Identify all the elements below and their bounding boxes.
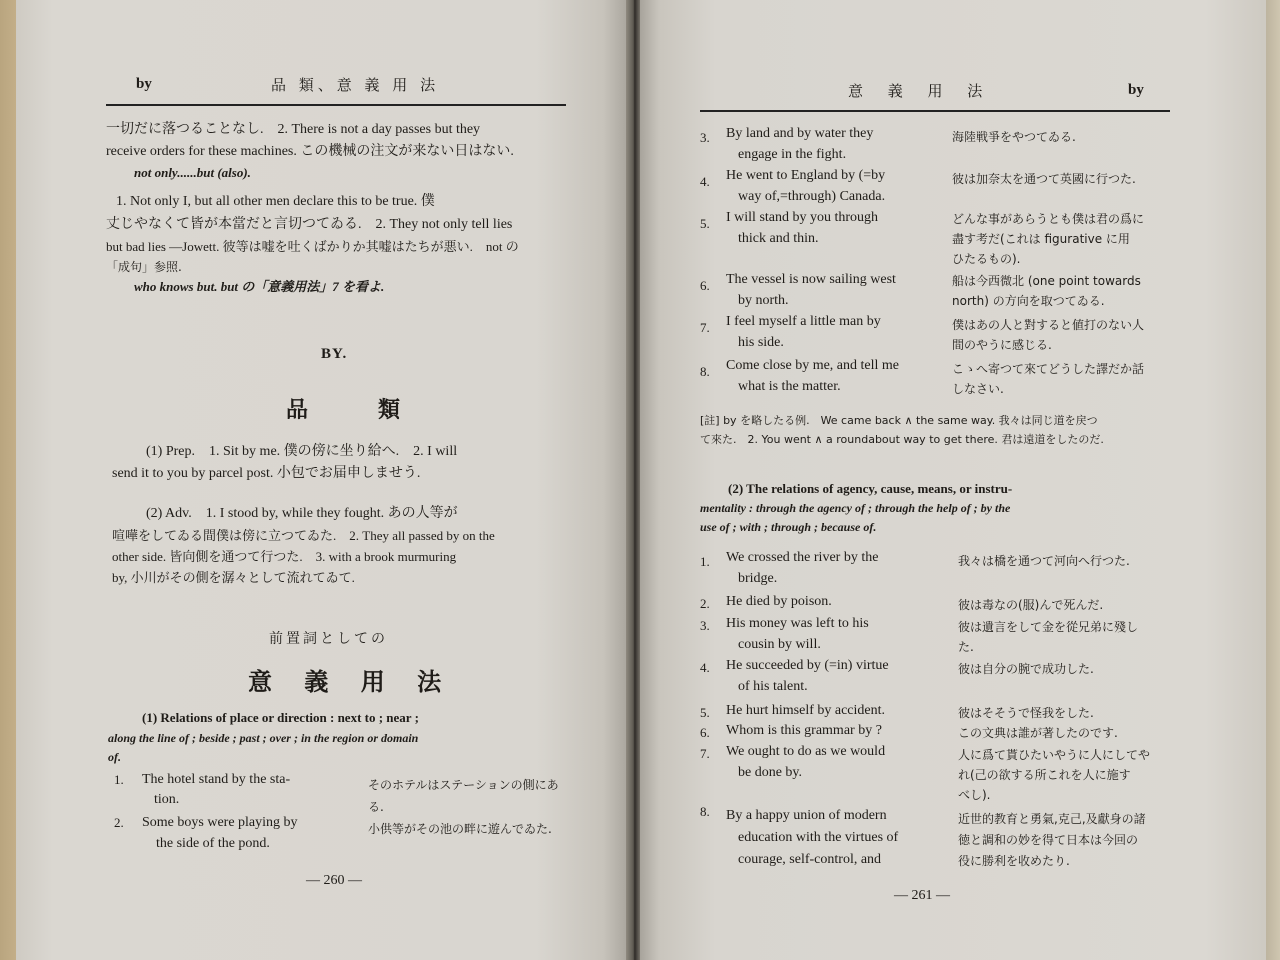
example-number: 7. [700, 746, 710, 761]
running-head-en: by [136, 76, 152, 92]
running-head-en: by [1128, 82, 1144, 98]
adv-line: (2) Adv. 1. I stood by, while they fought. あの人等が [146, 506, 458, 521]
example-en: Some boys were playing by [142, 815, 298, 830]
text-line: 丈じやなくて皆が本當だと言切つてゐる. 2. They not only tell lies [106, 217, 513, 232]
prep-line: send it to you by parcel post. 小包でお届申しませう. [112, 466, 421, 481]
example-en: Whom is this grammar by ? [726, 723, 882, 738]
example-number: 1. [700, 554, 710, 569]
example-jp: どんな事があらうとも僕は君の爲に [952, 212, 1145, 226]
example-jp: た. [958, 640, 974, 654]
example-number: 4. [700, 660, 710, 675]
relation-line: along the line of ; beside ; past ; over ; in the region or domain [108, 731, 419, 745]
example-jp: しなさい. [952, 382, 1004, 396]
example-en: We crossed the river by the [726, 550, 879, 565]
example-en: thick and thin. [738, 231, 819, 246]
example-en: He went to England by (=by [726, 168, 886, 183]
example-jp: れ(己の欲する所これを人に施す [958, 768, 1131, 782]
sub-heading-small: 前置詞としての [269, 631, 388, 647]
head-rule [106, 104, 566, 106]
example-en: the side of the pond. [156, 836, 270, 851]
example-en: be done by. [738, 765, 803, 780]
example-en: by north. [738, 293, 789, 308]
text-line: 一切だに落つることなし. 2. There is not a day passes but they [106, 122, 481, 137]
adv-line: 喧嘩をしてゐる間僕は傍に立つてゐた. 2. They all passed by on the [112, 528, 495, 543]
example-jp: 小供等がその池の畔に遊んでゐた. [368, 822, 552, 836]
head-rule [700, 110, 1170, 112]
example-number: 7. [700, 320, 710, 335]
folio: — 260 — [306, 873, 362, 888]
relation-line: of. [108, 750, 121, 764]
left-page [16, 0, 628, 960]
example-number: 6. [700, 278, 710, 293]
example-number: 3. [700, 618, 710, 633]
example-jp: ひたるもの). [952, 252, 1021, 266]
text-line: 「成句」参照. [106, 260, 182, 274]
prep-line: (1) Prep. 1. Sit by me. 僕の傍に坐り給へ. 2. I will [146, 444, 458, 459]
note-line: [註] by を略したる例. We came back ∧ the same way. 我々は同じ道を戻つ [700, 414, 1098, 427]
example-jp: この文典は誰が著したのです. [958, 726, 1118, 740]
example-en: education with the virtues of [738, 830, 899, 845]
example-en: bridge. [738, 571, 778, 586]
adv-line: by, 小川がその側を潺々として流れてゐて. [112, 570, 355, 585]
example-number: 5. [700, 216, 710, 231]
example-number: 5. [700, 705, 710, 720]
example-en: his side. [738, 335, 784, 350]
example-number: 3. [700, 130, 710, 145]
example-jp: 徳と調和の妙を得て日本は今回の [958, 833, 1139, 847]
example-jp: 盡す考だ(これは figurative に用 [952, 232, 1130, 246]
text-line: 1. Not only I, but all other men declare this to be true. 僕 [116, 194, 435, 209]
example-jp: 彼は加奈太を通つて英國に行つた. [952, 172, 1136, 186]
example-en: He hurt himself by accident. [726, 703, 886, 718]
book-edge [1266, 0, 1280, 960]
text-line: who knows but. but の「意義用法」7 を看よ. [134, 279, 385, 294]
example-jp: 人に爲て貰ひたいやうに人にしてや [958, 748, 1151, 762]
example-en: tion. [154, 792, 180, 807]
example-jp: 海陸戦爭をやつてゐる. [952, 130, 1076, 144]
example-jp: 彼はそそうで怪我をした. [958, 706, 1094, 720]
example-en: By a happy union of modern [726, 808, 887, 823]
example-en: engage in the fight. [738, 147, 847, 162]
text-line: but bad lies —Jowett. 彼等は嘘を吐くばかりか其嘘はたちが悪い. not の [106, 239, 519, 254]
right-page [640, 0, 1268, 960]
running-head-jp: 意 義 用 法 [848, 82, 993, 100]
example-jp: north) の方向を取つてゐる. [952, 294, 1105, 308]
example-en: of his talent. [738, 679, 808, 694]
example-jp: こゝへ寄つて來てどうした譯だか話 [952, 362, 1145, 376]
relation-line: use of ; with ; through ; because of. [700, 520, 877, 534]
example-number: 6. [700, 725, 710, 740]
example-number: 4. [700, 174, 710, 189]
example-number: 2. [114, 815, 124, 830]
example-jp: 役に勝利を收めたり. [958, 854, 1070, 868]
example-en: By land and by water they [726, 126, 874, 141]
text-line: receive orders for these machines. この機械の注文が来ない日はない. [106, 144, 514, 159]
adv-line: other side. 皆向側を通つて行つた. 3. with a brook murmuring [112, 549, 457, 564]
example-jp: る. [368, 800, 384, 814]
running-head-jp: 品 類、意 義 用 法 [271, 76, 440, 94]
example-en: The vessel is now sailing west [726, 272, 896, 287]
example-en: Come close by me, and tell me [726, 358, 900, 373]
example-en: We ought to do as we would [726, 744, 886, 759]
example-jp: 彼は毒なの(服)んで死んだ. [958, 598, 1104, 612]
category-heading: 品 類 [286, 398, 425, 423]
example-number: 8. [700, 804, 710, 819]
example-number: 1. [114, 772, 124, 787]
example-en: what is the matter. [738, 379, 841, 394]
example-jp: そのホテルはステーションの側にあ [368, 778, 559, 792]
example-jp: 僕はあの人と對すると値打のない人 [952, 318, 1145, 332]
example-number: 8. [700, 364, 710, 379]
example-jp: 近世的教育と勇氣,克己,及獻身の諸 [958, 812, 1146, 826]
relation-line: (1) Relations of place or direction : next to ; near ; [142, 710, 419, 725]
example-jp: 船は今西微北 (one point towards [952, 274, 1141, 288]
example-jp: 間のやうに感じる. [952, 338, 1052, 352]
relation-line: (2) The relations of agency, cause, means, or instru- [728, 481, 1013, 496]
example-en: He succeeded by (=in) virtue [726, 658, 889, 673]
example-jp: 我々は橋を通つて河向へ行つた. [958, 554, 1130, 568]
relation-line: mentality : through the agency of ; through the help of ; by the [700, 501, 1011, 515]
example-number: 2. [700, 596, 710, 611]
example-en: He died by poison. [726, 594, 832, 609]
example-jp: 彼は遺言をして金を從兄弟に殘し [958, 620, 1139, 634]
example-en: His money was left to his [726, 616, 869, 631]
folio: — 261 — [894, 888, 950, 903]
example-en: way of,=through) Canada. [738, 189, 886, 204]
sub-heading-big: 意 義 用 法 [248, 668, 454, 696]
example-en: cousin by will. [738, 637, 821, 652]
note-line: て來た. 2. You went ∧ a roundabout way to get there. 君は遠道をしたのだ. [700, 433, 1104, 446]
example-en: I will stand by you through [726, 210, 879, 225]
example-jp: べし). [958, 788, 991, 802]
example-en: The hotel stand by the sta- [142, 772, 291, 787]
section-title: BY. [321, 346, 348, 362]
example-en: courage, self-control, and [738, 852, 882, 867]
example-jp: 彼は自分の腕で成功した. [958, 662, 1094, 676]
text-line: not only......but (also). [134, 165, 251, 180]
example-en: I feel myself a little man by [726, 314, 881, 329]
